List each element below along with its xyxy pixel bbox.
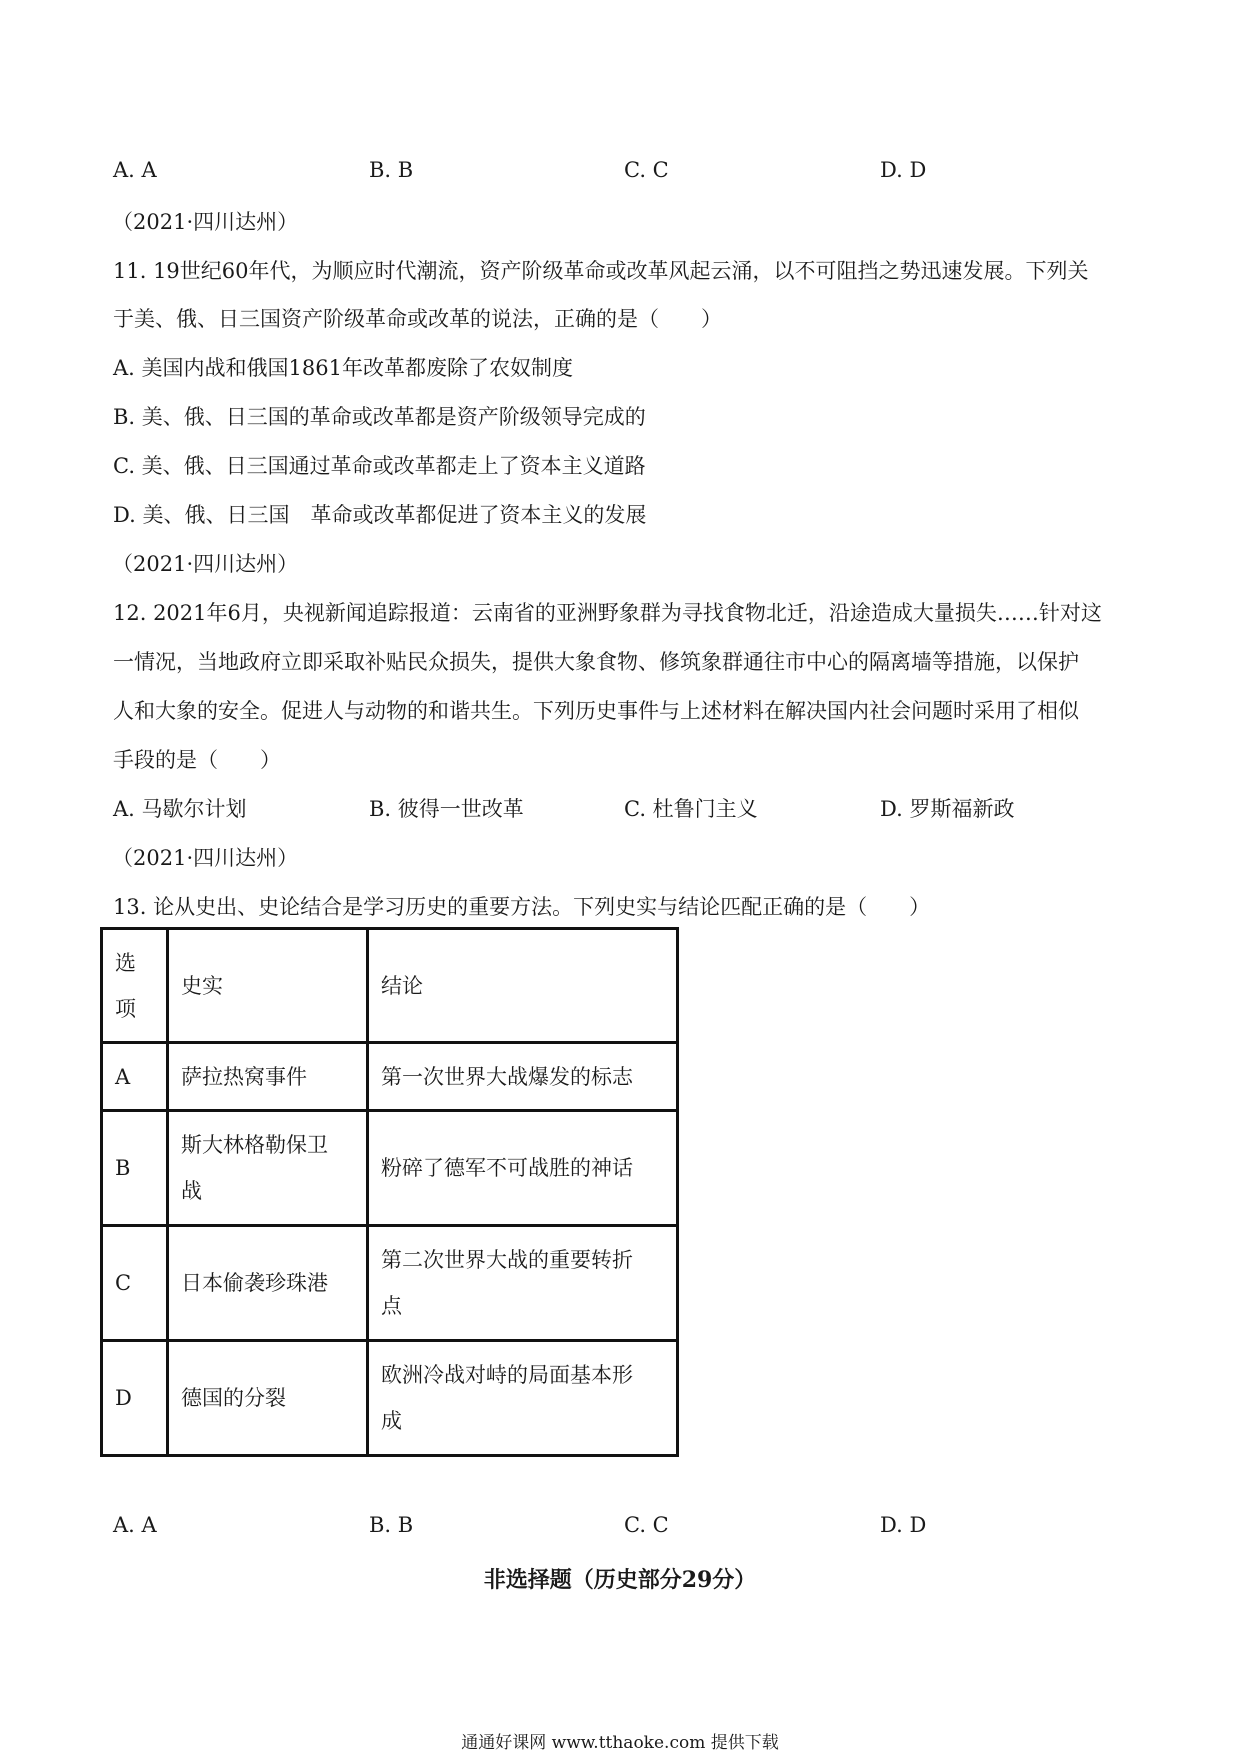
q13-option-b: B. B xyxy=(369,1513,414,1537)
table-header-row xyxy=(102,929,678,1043)
table-cell-option: B xyxy=(102,1111,168,1226)
q12-stem-line2: 一情况，当地政府立即采取补贴民众损失，提供大象食物、修筑象群通往市中心的隔离墙等措施，以保护 xyxy=(113,650,1079,674)
section-title: 非选择题（历史部分29分） xyxy=(483,1567,757,1593)
q13-source: （2021·四川达州） xyxy=(112,846,299,870)
q13-option-c: C. C xyxy=(624,1513,669,1537)
table-cell-option: A xyxy=(102,1043,168,1111)
table-cell-option: D xyxy=(102,1341,168,1456)
q12-stem-line3: 人和大象的安全。促进人与动物的和谐共生。下列历史事件与上述材料在解决国内社会问题时采用了相似 xyxy=(113,699,1079,723)
q11-option-a: A. 美国内战和俄国1861年改革都废除了农奴制度 xyxy=(113,356,573,380)
table-row xyxy=(102,1226,678,1341)
table-cell-conclusion: 第二次世界大战的重要转折点 xyxy=(368,1226,678,1341)
q12-source: （2021·四川达州） xyxy=(112,552,299,576)
q10-option-d: D. D xyxy=(880,158,927,182)
table-cell-conclusion: 第一次世界大战爆发的标志 xyxy=(368,1043,678,1111)
table-cell-conclusion: 粉碎了德军不可战胜的神话 xyxy=(368,1111,678,1226)
table-cell-fact: 日本偷袭珍珠港 xyxy=(168,1226,368,1341)
table-cell-option: C xyxy=(102,1226,168,1341)
table-cell-fact: 德国的分裂 xyxy=(168,1341,368,1456)
q13-stem: 13. 论从史出、史论结合是学习历史的重要方法。下列史实与结论匹配正确的是（ ） xyxy=(113,895,931,919)
q10-option-b: B. B xyxy=(369,158,414,182)
q12-option-a: A. 马歇尔计划 xyxy=(113,797,247,821)
q11-stem-line2: 于美、俄、日三国资产阶级革命或改革的说法，正确的是（ ） xyxy=(113,307,722,331)
table-row xyxy=(102,1341,678,1456)
q12-stem-line1: 12. 2021年6月，央视新闻追踪报道：云南省的亚洲野象群为寻找食物北迁，沿途造成大量损失……针对这 xyxy=(113,601,1102,625)
table-cell-fact: 萨拉热窝事件 xyxy=(168,1043,368,1111)
q12-option-b: B. 彼得一世改革 xyxy=(369,797,524,821)
table-header-fact: 史实 xyxy=(168,929,368,1043)
q12-option-d: D. 罗斯福新政 xyxy=(880,797,1015,821)
q11-stem-line1: 11. 19世纪60年代，为顺应时代潮流，资产阶级革命或改革风起云涌，以不可阻挡之势迅速发展。下列关 xyxy=(113,259,1089,283)
q13-option-d: D. D xyxy=(880,1513,927,1537)
q11-option-b: B. 美、俄、日三国的革命或改革都是资产阶级领导完成的 xyxy=(113,405,646,429)
table-row xyxy=(102,1043,678,1111)
page-footer: 通通好课网 www.tthaoke.com 提供下载 xyxy=(461,1733,779,1753)
q10-option-a: A. A xyxy=(113,158,157,182)
q13-table xyxy=(100,927,679,1457)
q11-source: （2021·四川达州） xyxy=(112,210,299,234)
table-cell-fact: 斯大林格勒保卫战 xyxy=(168,1111,368,1226)
q11-option-d: D. 美、俄、日三国 革命或改革都促进了资本主义的发展 xyxy=(113,503,647,527)
q12-option-c: C. 杜鲁门主义 xyxy=(624,797,758,821)
table-header-option: 选项 xyxy=(102,929,168,1043)
q12-stem-line4: 手段的是（ ） xyxy=(113,748,281,772)
q10-option-c: C. C xyxy=(624,158,669,182)
table-row xyxy=(102,1111,678,1226)
q11-option-c: C. 美、俄、日三国通过革命或改革都走上了资本主义道路 xyxy=(113,454,646,478)
table-cell-conclusion: 欧洲冷战对峙的局面基本形成 xyxy=(368,1341,678,1456)
q13-option-a: A. A xyxy=(113,1513,157,1537)
table-header-conclusion: 结论 xyxy=(368,929,678,1043)
